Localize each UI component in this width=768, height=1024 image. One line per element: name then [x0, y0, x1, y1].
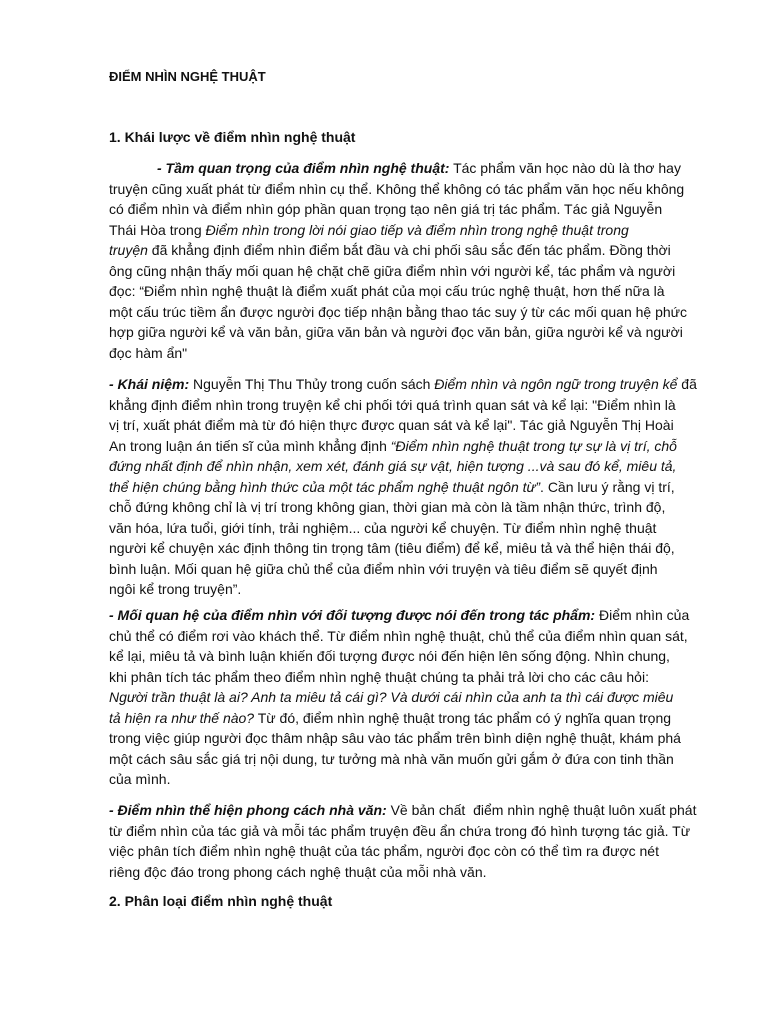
italic-text: tả hiện ra như thế nào?: [109, 709, 255, 726]
section-1-heading: 1. Khái lược về điểm nhìn nghệ thuật: [109, 129, 356, 145]
text-line: [109, 687, 749, 708]
text-line: [109, 199, 749, 220]
body-text: Về bản chất điểm nhìn nghệ thuật luôn xuất phát: [386, 802, 697, 818]
text-line: [109, 646, 749, 667]
document-title: ĐIỂM NHÌN NGHỆ THUẬT: [109, 69, 266, 84]
italic-text: thể hiện chúng bằng hình thức của một tác phẩm nghệ thuật ngôn từ”: [109, 478, 541, 495]
body-text: có điểm nhìn và điểm nhìn góp phần quan trọng tạo nên giá trị tác phẩm. Tác giả Nguyễn: [109, 201, 663, 217]
italic-text: “Điểm nhìn nghệ thuật trong tự sự là vị trí, chỗ: [390, 437, 677, 454]
text-line: [109, 667, 749, 688]
body-text: chỗ đứng không chỉ là vị trí trong không gian, thời gian mà còn là tầm nhận thức, trình độ,: [109, 499, 666, 515]
italic-text: Người trần thuật là ai? Anh ta miêu tả cái gì? Và dưới cái nhìn của anh ta thì cái được miêu: [109, 689, 674, 705]
text-line: [109, 862, 749, 883]
text-line: [109, 240, 749, 261]
text-line: [109, 436, 749, 457]
body-text: truyện cũng xuất phát từ điểm nhìn cụ thể. Không thể không có tác phẩm văn học nếu không: [109, 180, 685, 197]
body-text: của mình.: [109, 771, 171, 787]
text-line: [109, 395, 749, 416]
body-text: An trong luận án tiến sĩ của mình khẳng định: [109, 437, 391, 454]
body-text: việc phân tích điểm nhìn nghệ thuật của tác phẩm, người đọc còn có thể tìm ra được nét: [109, 843, 659, 859]
body-text: đọc: “Điểm nhìn nghệ thuật là điểm xuất phát của mọi cấu trúc nghệ thuật, hơn thế nữa là: [109, 283, 665, 299]
text-line: [109, 281, 749, 302]
body-text: ông cũng nhận thấy mối quan hệ chặt chẽ giữa điểm nhìn với người kể, tác phẩm và người: [109, 262, 676, 279]
text-line: [109, 302, 749, 323]
body-text: đã khẳng định điểm nhìn điểm bắt đầu và chi phối sâu sắc đến tác phẩm. Đồng thời: [147, 242, 671, 258]
body-text: đã: [677, 376, 697, 392]
bold-italic-text: - Khái niệm:: [109, 376, 190, 392]
section-2-heading: 2. Phân loại điểm nhìn nghệ thuật: [109, 893, 333, 909]
body-text: khẳng định điểm nhìn trong truyện kể chi phối tới quá trình quan sát và kể lại: "Điểm nhìn là: [109, 396, 676, 413]
italic-text: Điểm nhìn trong lời nói giao tiếp và điểm nhìn trong nghệ thuật trong: [205, 221, 629, 238]
paragraph-tam-quan-trong: [109, 158, 749, 363]
body-text: hợp giữa người kể và văn bản, giữa văn bản và người đọc văn bản, giữa người kể và người: [109, 324, 683, 340]
text-line: [109, 477, 749, 498]
body-text: Điểm nhìn của: [595, 607, 690, 623]
body-text: kể lại, miêu tả và bình luận khiến đối tượng được nói đến hiện lên sống động. Nhìn chung,: [109, 648, 670, 664]
text-line: [109, 322, 749, 343]
text-line: [109, 841, 749, 862]
italic-text: truyện: [109, 242, 148, 258]
text-line: [109, 800, 749, 821]
bold-italic-text: - Mối quan hệ của điểm nhìn với đối tượng được nói đến trong tác phẩm:: [109, 607, 596, 623]
body-text: Tác phẩm văn học nào dù là thơ hay: [449, 160, 681, 176]
body-text: từ điểm nhìn của tác giả và mỗi tác phẩm truyện đều ẩn chứa trong đó hình tượng tác giả. Từ: [109, 822, 691, 839]
text-line: [109, 769, 749, 790]
text-line: [109, 626, 749, 647]
text-line: [109, 708, 749, 729]
text-line: [109, 343, 749, 364]
body-text: . Cần lưu ý rằng vị trí,: [540, 478, 675, 495]
body-text: Từ đó, điểm nhìn nghệ thuật trong tác phẩm có ý nghĩa quan trọng: [254, 709, 672, 726]
bold-italic-text: - Điểm nhìn thể hiện phong cách nhà văn:: [109, 802, 387, 818]
text-line: [109, 749, 749, 770]
text-line: [109, 538, 749, 559]
body-text: đọc hàm ẩn": [109, 344, 188, 361]
body-text: Thái Hòa trong: [109, 221, 206, 238]
body-text: khi phân tích tác phẩm theo điểm nhìn nghệ thuật chúng ta phải trả lời cho các câu hỏi:: [109, 668, 649, 685]
text-line: [109, 456, 749, 477]
text-line: [109, 728, 749, 749]
body-text: một cấu trúc tiềm ẩn được người đọc tiếp nhận bằng thao tác suy ý từ các mối quan hệ phức: [109, 303, 688, 320]
text-line: [109, 220, 749, 241]
body-text: người kể chuyện xác định thông tin trọng tâm (tiêu điểm) để kể, miêu tả và thể hiện thái độ,: [109, 540, 675, 556]
text-line: [109, 821, 749, 842]
italic-text: đứng nhất định để nhìn nhận, xem xét, đánh giá sự vật, hiện tượng ...và sau đó kể, miêu tả,: [109, 458, 677, 474]
body-text: bình luận. Mối quan hệ giữa chủ thể của điểm nhìn với truyện và tiêu điểm sẽ quyết định: [109, 560, 658, 577]
text-line: [109, 261, 749, 282]
text-line: [109, 518, 749, 539]
text-line: [109, 559, 749, 580]
paragraph-khai-niem: [109, 374, 749, 600]
body-text: ngôi kể trong truyện”.: [109, 581, 242, 597]
body-text: chủ thể có điểm rơi vào khách thể. Từ điểm nhìn nghệ thuật, chủ thể của điểm nhìn quan sát,: [109, 627, 688, 644]
body-text: một cách sâu sắc giá trị nội dung, tư tưởng mà nhà văn muốn gửi gắm ở đứa con tinh thần: [109, 750, 674, 767]
italic-text: Điểm nhìn và ngôn ngữ trong truyện kể: [434, 376, 678, 392]
text-line: [109, 415, 749, 436]
paragraph-moi-quan-he: [109, 605, 749, 790]
body-text: Nguyễn Thị Thu Thủy trong cuốn sách: [189, 376, 435, 392]
text-line: [109, 158, 749, 179]
body-text: riêng độc đáo trong phong cách nghệ thuật của mỗi nhà văn.: [109, 863, 487, 880]
body-text: vị trí, xuất phát điểm mà từ đó hiện thực được quan sát và kể lại". Tác giả Nguyễn Thị Hoài: [109, 417, 674, 433]
text-line: [109, 497, 749, 518]
text-line: [109, 374, 749, 395]
body-text: văn hóa, lứa tuổi, giới tính, trải nghiệm... của người kể chuyện. Từ điểm nhìn nghệ thuật: [109, 519, 657, 536]
text-line: [109, 605, 749, 626]
text-line: [109, 179, 749, 200]
text-line: [109, 579, 749, 600]
bold-italic-text: - Tầm quan trọng của điểm nhìn nghệ thuật:: [157, 160, 450, 176]
paragraph-phong-cach-nha-van: [109, 800, 749, 882]
body-text: trong việc giúp người đọc thâm nhập sâu vào tác phẩm trên bình diện nghệ thuật, khám phá: [109, 730, 681, 746]
